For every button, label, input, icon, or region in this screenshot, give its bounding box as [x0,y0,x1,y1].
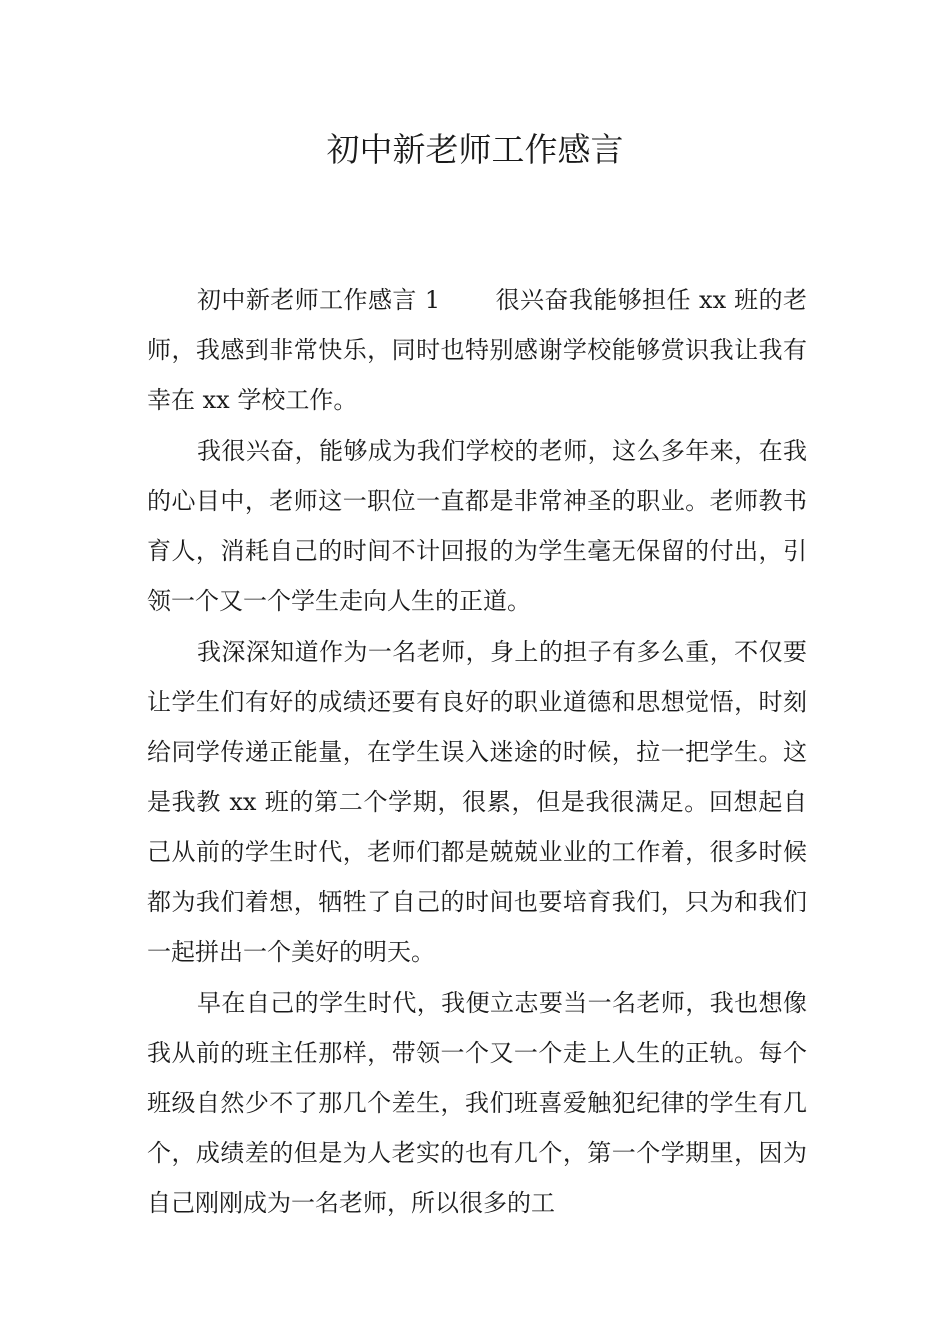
document-body [147,275,807,1229]
paragraph-2: 我很兴奋，能够成为我们学校的老师，这么多年来，在我的心目中，老师这一职位一直都是非常神圣的职业。老师教书育人，消耗自己的时间不计回报的为学生毫无保留的付出，引领一个又一个学生走向人生的正道。 [147,437,807,615]
document-title: 初中新老师工作感言 [326,130,624,169]
paragraph-3: 我深深知道作为一名老师，身上的担子有多么重，不仅要让学生们有好的成绩还要有良好的职业道德和思想觉悟，时刻给同学传递正能量，在学生误入迷途的时候，拉一把学生。这是我教 xx 班的第二个学期，很累，但是我很满足。回想起自己从前的学生时代，老师们都是兢兢业业的工作着，很多时候都为我们着想，牺牲了自己的时间也要培育我们，只为和我们一起拼出一个美好的明天。 [147,638,807,966]
paragraph-1-text: 很兴奋我能够担任 xx 班的老师，我感到非常快乐，同时也特别感谢学校能够赏识我让我有幸在 xx 学校工作。 [147,286,808,414]
paragraph-4: 早在自己的学生时代，我便立志要当一名老师，我也想像我从前的班主任那样，带领一个又一个走上人生的正轨。每个班级自然少不了那几个差生，我们班喜爱触犯纪律的学生有几个，成绩差的但是为人老实的也有几个，第一个学期里，因为自己刚刚成为一名老师，所以很多的工 [147,989,807,1217]
intro-heading: 初中新老师工作感言 1 [197,286,441,314]
paragraph-1 [147,275,807,425]
